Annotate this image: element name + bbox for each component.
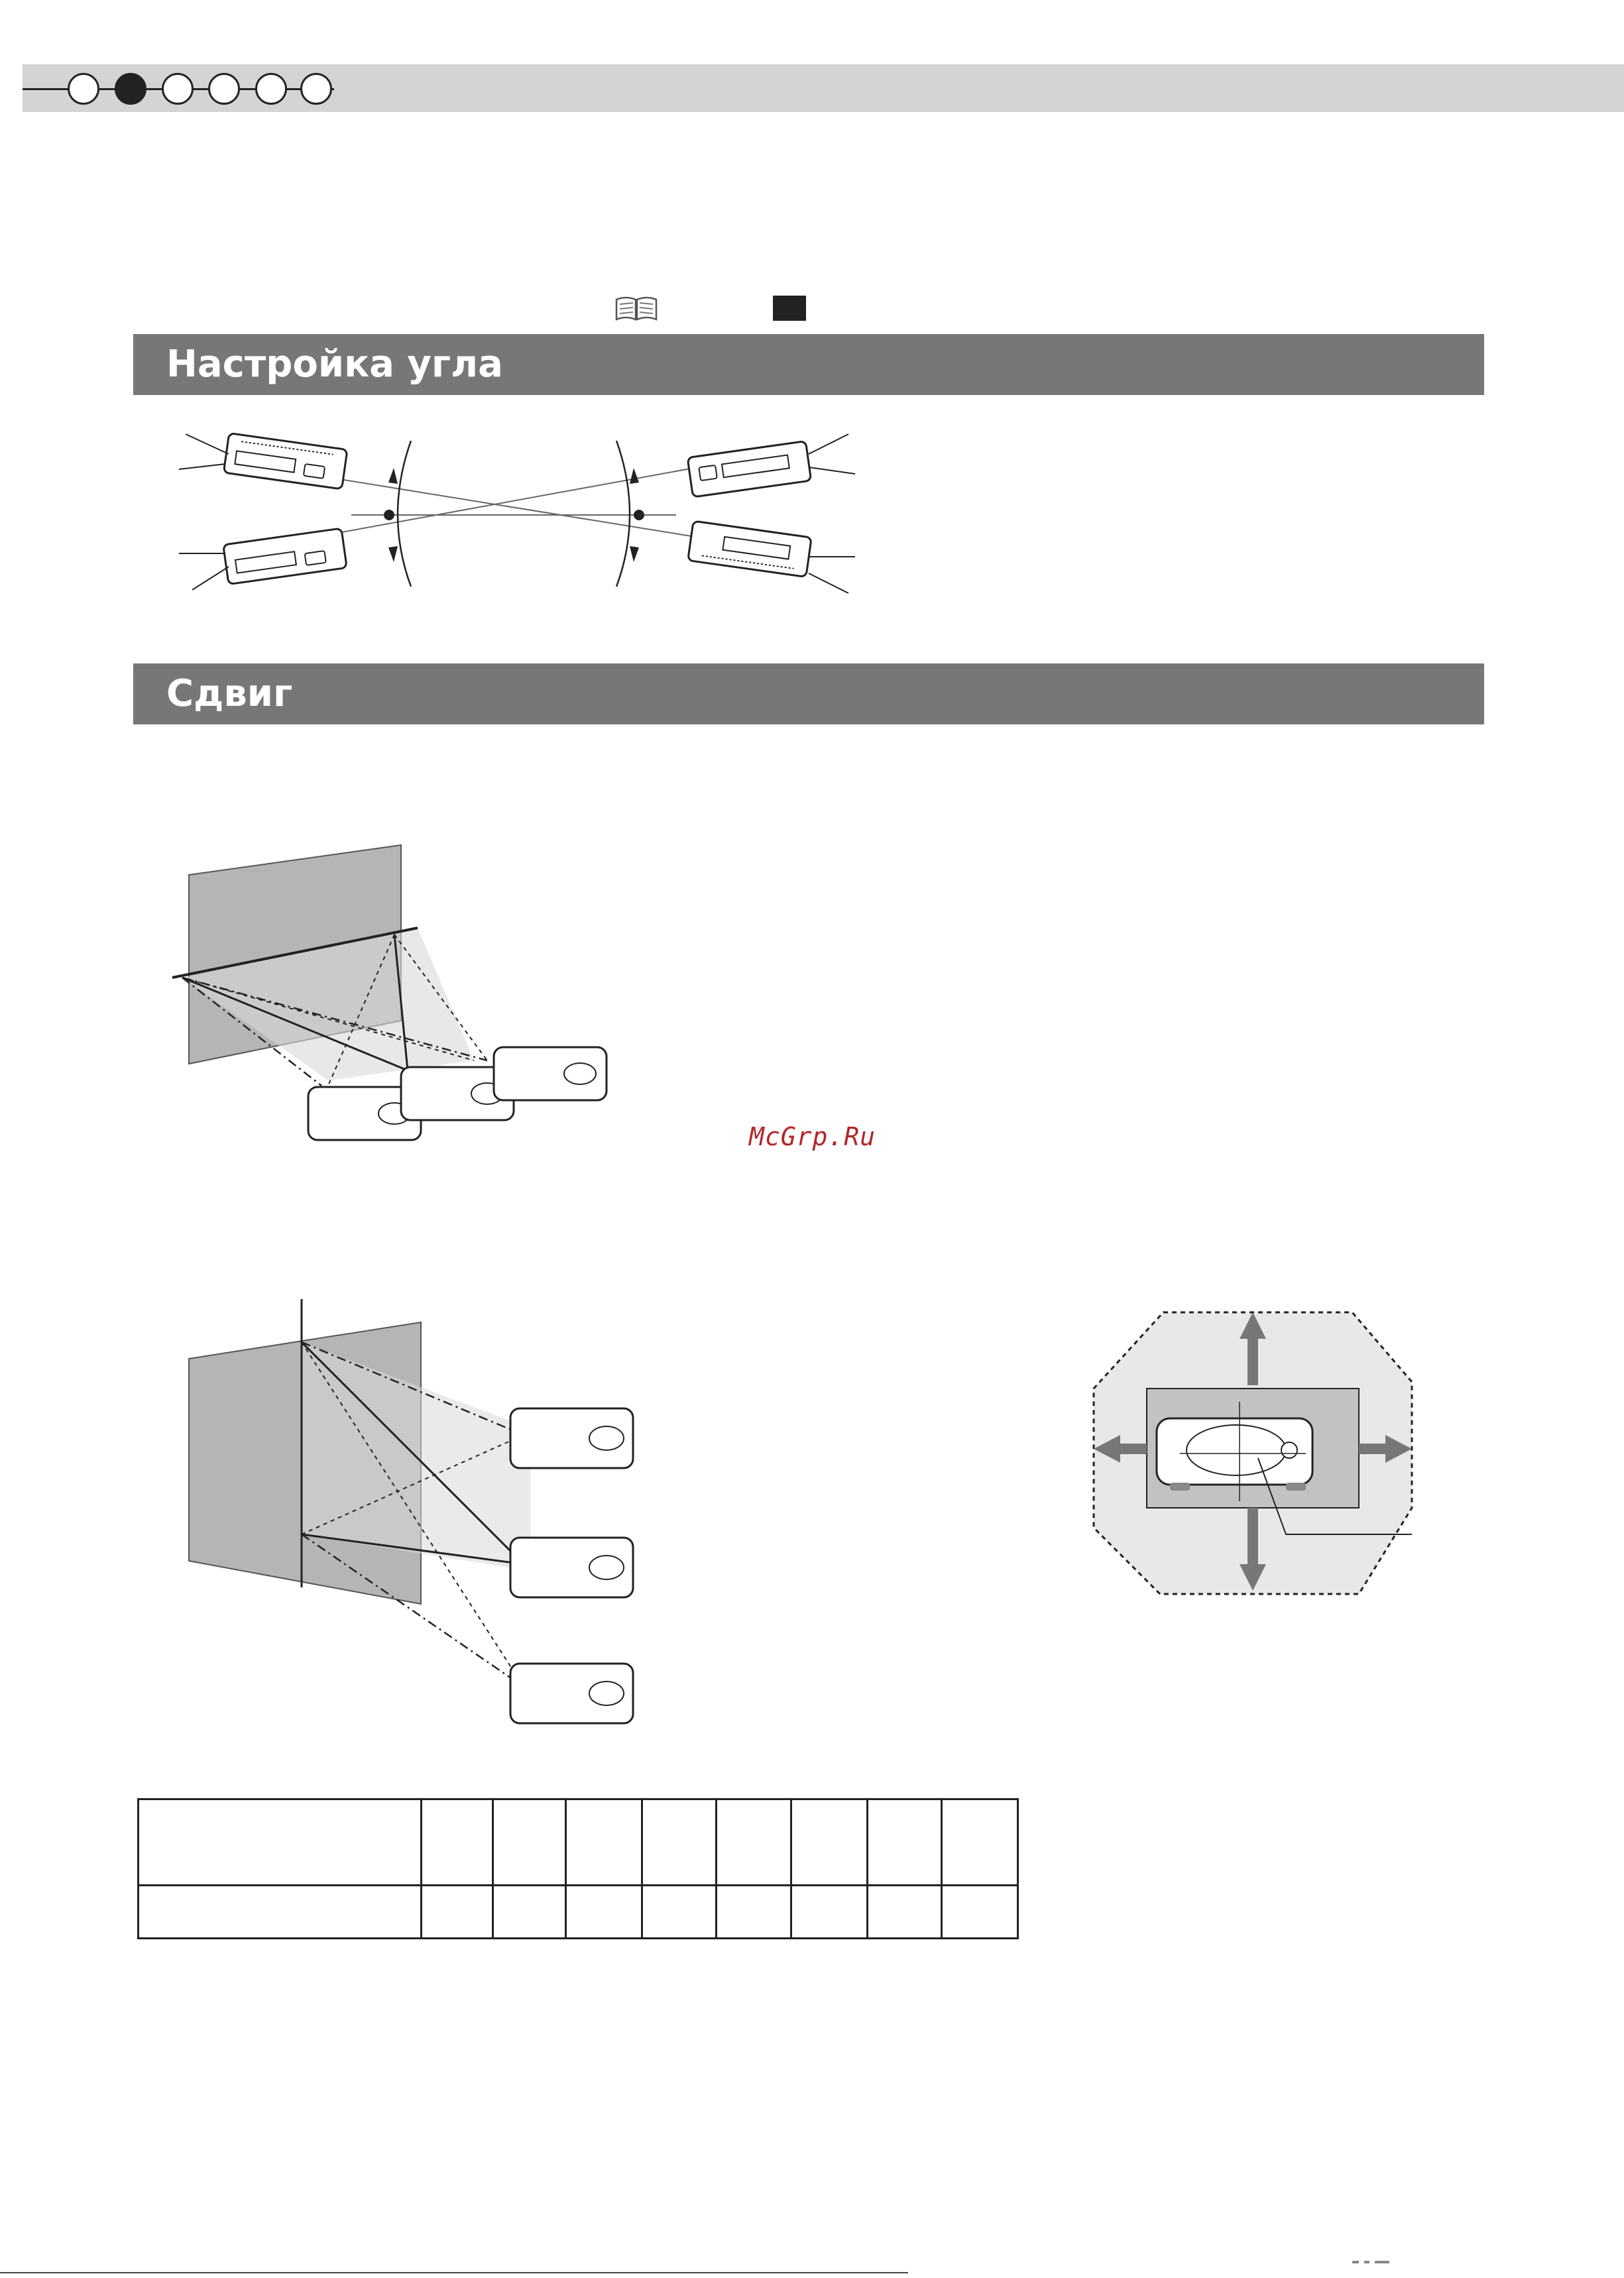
step-indicator-2: [115, 73, 146, 105]
horizontal-shift-figure: [169, 842, 699, 1153]
table-cell: [422, 1799, 493, 1886]
table-cell: [566, 1886, 642, 1939]
vertical-shift-figure: [186, 1292, 663, 1763]
table-cell: [791, 1799, 868, 1886]
angle-adjustment-figure: [172, 424, 862, 597]
table-cell: [139, 1886, 422, 1939]
table-cell: [717, 1799, 791, 1886]
step-indicator-1: [68, 73, 99, 105]
table-row: [139, 1799, 1018, 1886]
table-cell: [642, 1886, 717, 1939]
step-indicator-4: [208, 73, 240, 105]
table-cell: [942, 1886, 1018, 1939]
section-shift-title: Сдвиг: [133, 663, 1484, 724]
footer-rule: [0, 2272, 908, 2273]
table-cell: [791, 1886, 868, 1939]
table-cell: [717, 1886, 791, 1939]
shift-range-table: [137, 1798, 1019, 1939]
step-indicator-5: [255, 73, 287, 105]
shift-range-figure: [1087, 1309, 1419, 1601]
watermark: McGrp.Ru: [749, 1122, 876, 1151]
table-cell: [868, 1886, 942, 1939]
table-row: [139, 1886, 1018, 1939]
table-cell: [139, 1799, 422, 1886]
table-cell: [566, 1799, 642, 1886]
table-cell: [422, 1886, 493, 1939]
table-cell: [868, 1799, 942, 1886]
section-angle-title: Настройка угла: [133, 334, 1484, 395]
table-cell: [493, 1886, 566, 1939]
step-indicator-6: [300, 73, 332, 105]
step-indicator-3: [162, 73, 194, 105]
table-cell: [642, 1799, 717, 1886]
black-square-icon: [773, 296, 806, 321]
page-mark: [1352, 2260, 1392, 2264]
table-cell: [942, 1799, 1018, 1886]
book-icon: [615, 296, 658, 321]
table-cell: [493, 1799, 566, 1886]
